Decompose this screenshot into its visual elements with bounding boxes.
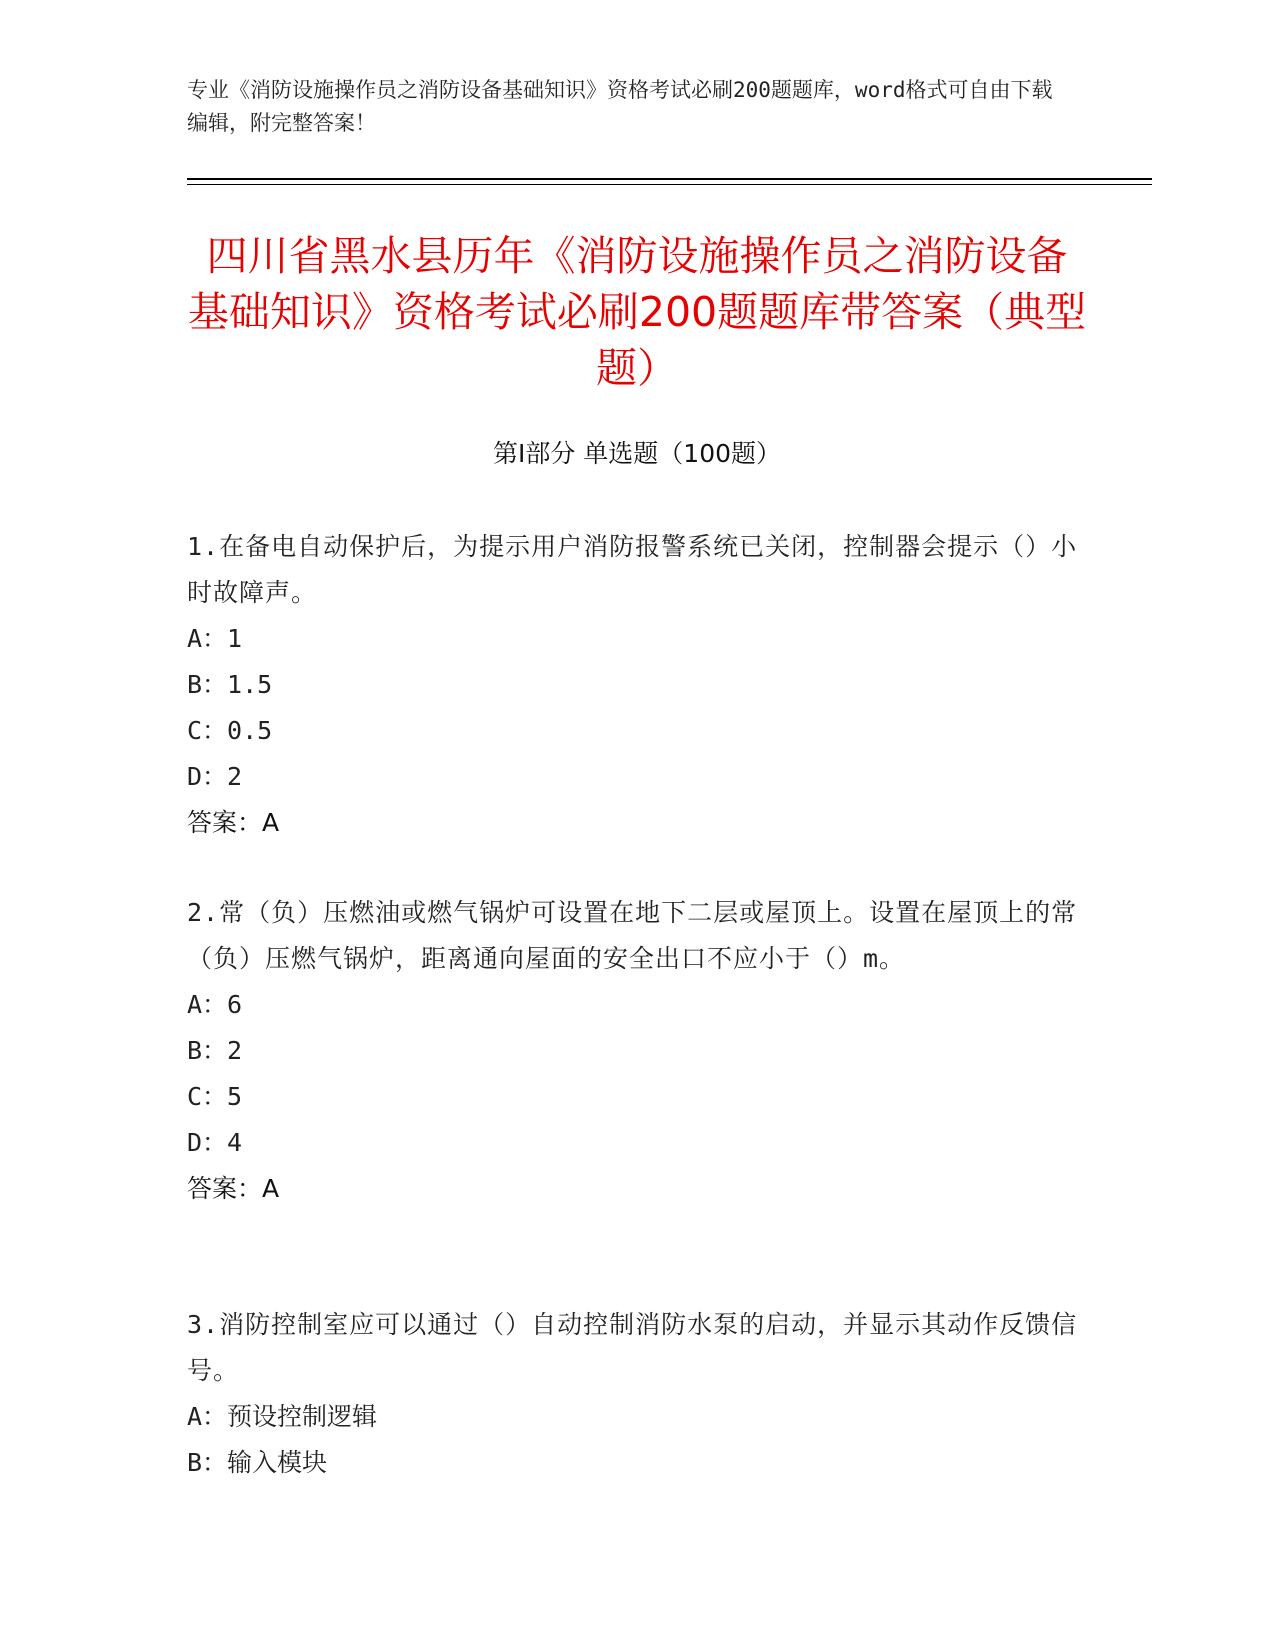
- option-c: C：0.5: [187, 716, 273, 745]
- question-text: 2.常（负）压燃油或燃气锅炉可设置在地下二层或屋顶上。设置在屋顶上的常（负）压燃气锅炉，距离通向屋面的安全出口不应小于（）m。: [187, 898, 1078, 973]
- header-divider-thin: [187, 184, 1152, 185]
- question-2: [187, 890, 1087, 1212]
- question-text: 3.消防控制室应可以通过（）自动控制消防水泵的启动，并显示其动作反馈信号。: [187, 1310, 1078, 1385]
- option-a: A：预设控制逻辑: [187, 1402, 378, 1431]
- question-text: 1.在备电自动保护后，为提示用户消防报警系统已关闭，控制器会提示（）小时故障声。: [187, 532, 1078, 607]
- option-a: A：6: [187, 990, 243, 1019]
- option-b: B：输入模块: [187, 1448, 328, 1477]
- answer: 答案：A: [187, 808, 280, 837]
- section-heading: 第Ⅰ部分 单选题（100题）: [492, 439, 782, 468]
- option-d: D：4: [187, 1128, 243, 1157]
- answer: 答案：A: [187, 1174, 280, 1203]
- document-title: 四川省黑水县历年《消防设施操作员之消防设备基础知识》资格考试必刷200题题库带答案（典型题）: [187, 232, 1087, 392]
- option-b: B：2: [187, 1036, 243, 1065]
- option-a: A：1: [187, 624, 243, 653]
- option-b: B：1.5: [187, 670, 273, 699]
- option-d: D：2: [187, 762, 243, 791]
- header-note: 专业《消防设施操作员之消防设备基础知识》资格考试必刷200题题库，word格式可自由下载编辑，附完整答案！: [187, 78, 1053, 135]
- option-c: C：5: [187, 1082, 243, 1111]
- question-1: [187, 524, 1087, 846]
- header-divider-thick: [187, 178, 1152, 180]
- question-3: [187, 1302, 1087, 1486]
